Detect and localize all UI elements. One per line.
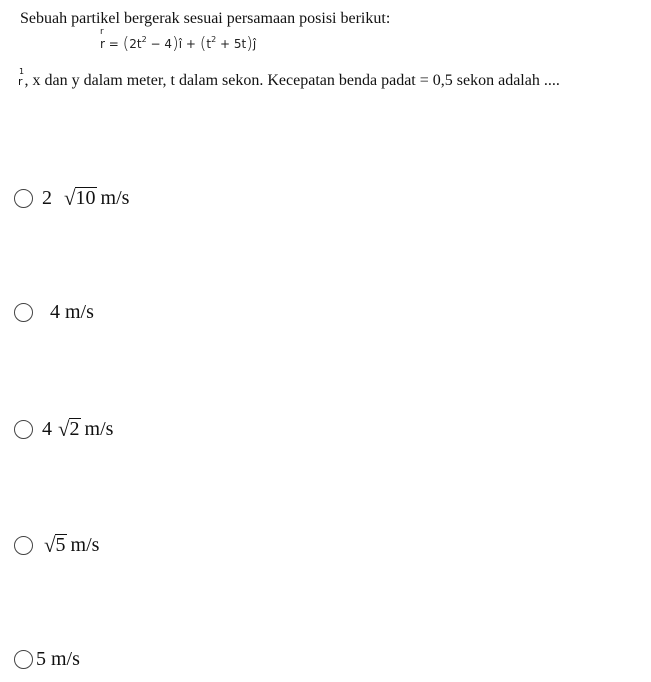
question-intro: Sebuah partikel bergerak sesuai persamaan posisi berikut: xyxy=(20,10,391,27)
radio-button-option-c[interactable] xyxy=(14,420,33,439)
square-root: √ 10 xyxy=(64,186,96,210)
option-d[interactable]: √ 5 m/s xyxy=(14,530,99,560)
option-b[interactable]: 4 m/s xyxy=(14,297,94,327)
option-c[interactable]: 4 √ 2 m/s xyxy=(14,414,113,444)
position-equation: r $r = (2t^2$ − 4)î + ($t^2$ + 5t)ĵ xyxy=(100,27,257,54)
square-root: √ 2 xyxy=(58,417,80,441)
radio-button-option-b[interactable] xyxy=(14,303,33,322)
square-root: √ 5 xyxy=(44,533,66,557)
position-vector: r r xyxy=(100,27,105,51)
option-e[interactable]: 5 m/s xyxy=(14,644,80,674)
radio-button-option-a[interactable] xyxy=(14,189,33,208)
radio-button-option-d[interactable] xyxy=(14,536,33,555)
vector-arrow-icon: 1 xyxy=(19,67,25,76)
radio-button-option-e[interactable] xyxy=(14,650,33,669)
vector-arrow-icon: r xyxy=(100,27,104,37)
option-a[interactable]: 2 √ 10 m/s xyxy=(14,183,129,213)
position-vector-symbol: 1 r xyxy=(18,67,25,88)
question-description: 1 r , x dan y dalam meter, t dalam sekon. Kecepatan benda padat = 0,5 sekon adalah .... xyxy=(18,67,560,89)
